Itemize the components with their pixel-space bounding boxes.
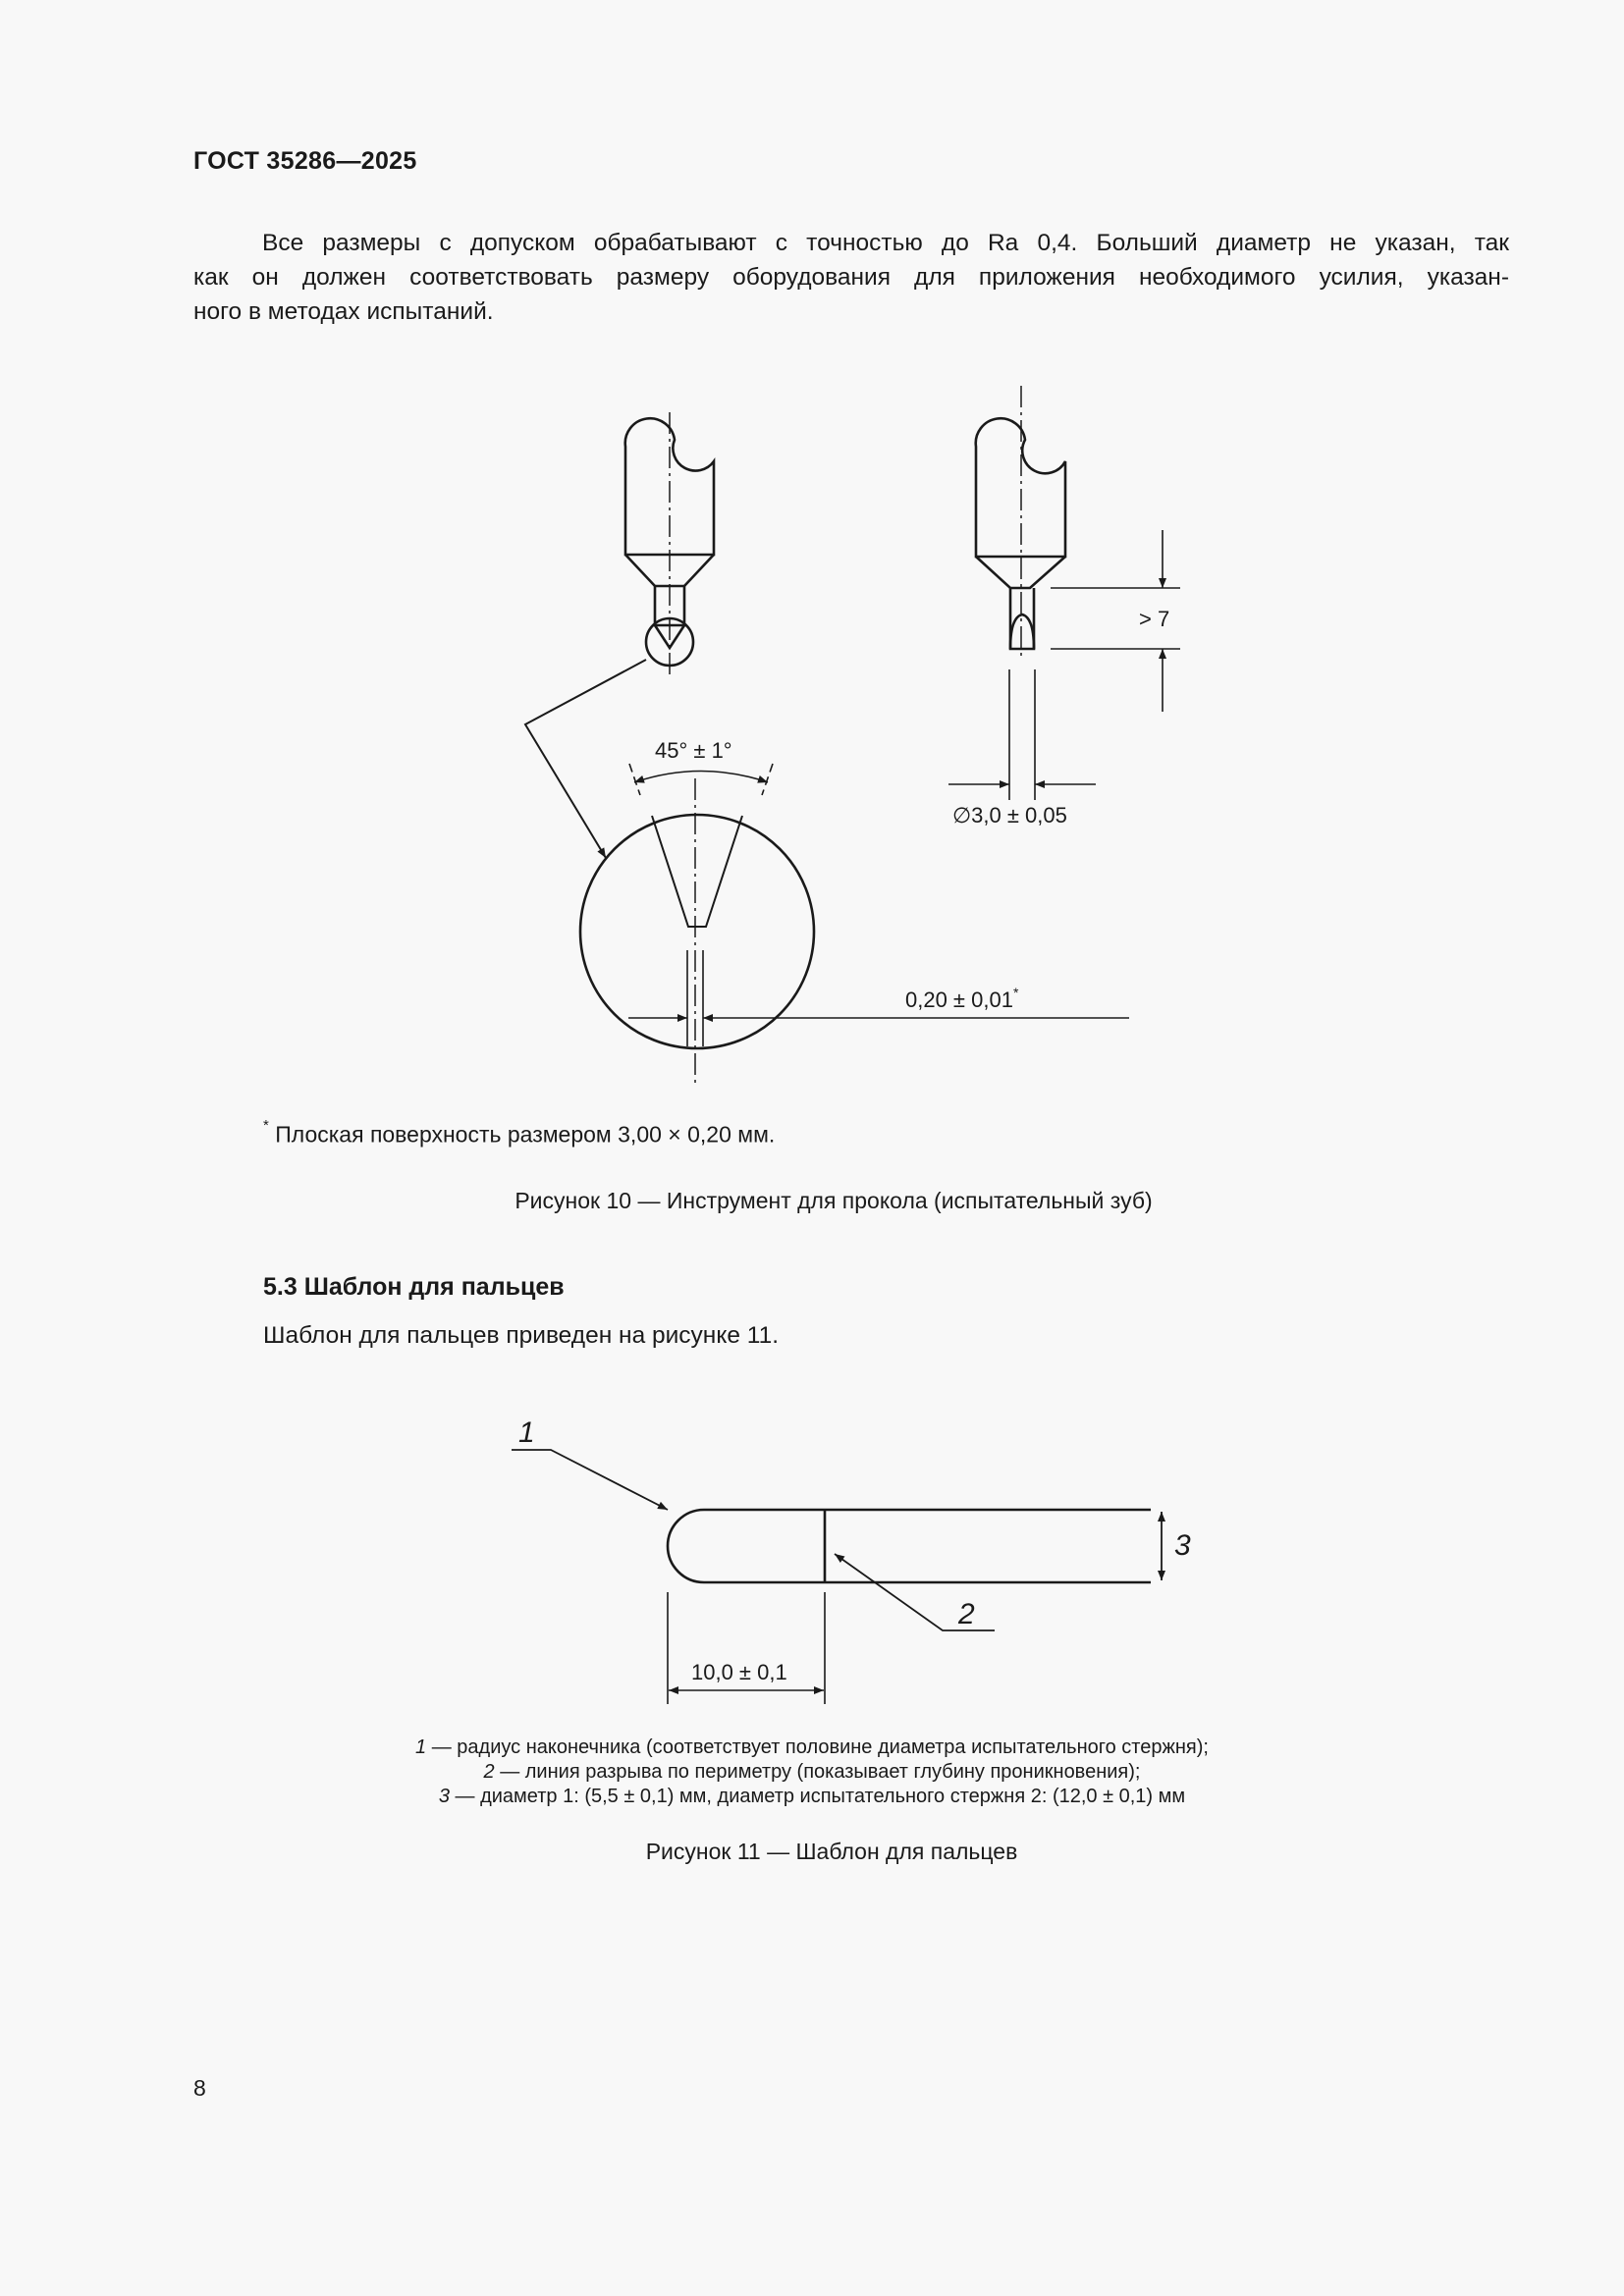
length-dimension-label: 10,0 ± 0,1 — [691, 1660, 787, 1684]
figure-10-caption: Рисунок 10 — Инструмент для прокола (испытательный зуб) — [514, 1188, 1153, 1213]
figure-11-caption: Рисунок 11 — Шаблон для пальцев — [645, 1839, 1018, 1864]
document-header-title: ГОСТ 35286—2025 — [193, 147, 417, 175]
flat-width-value: 0,20 ± 0,01 — [905, 988, 1013, 1012]
puncture-tool-left — [625, 412, 714, 675]
flat-width-footnote-mark: * — [1012, 985, 1019, 1000]
intro-line-1: Все размеры с допуском обрабатывают с точностью до Ra 0,4. Больший диаметр не указан, так — [262, 230, 1509, 256]
legend-item-number: 3 — [438, 1786, 450, 1807]
figure-10-drawing — [525, 386, 1180, 1088]
callout-1: 1 — [518, 1416, 535, 1449]
intro-line-2: как он должен соответствовать размеру оборудования для приложения необходимого усилия, указан- — [193, 264, 1509, 291]
legend-item-number: 2 — [483, 1761, 495, 1783]
angle-label: 45° ± 1° — [655, 738, 732, 763]
footnote-mark: * — [263, 1117, 269, 1134]
flat-width-label — [905, 985, 1019, 1012]
angle-dimension-arc — [634, 772, 768, 783]
legend-item-text: — радиус наконечника (соответствует половине диаметра испытательного стержня); — [426, 1736, 1209, 1758]
page-number: 8 — [193, 2075, 206, 2101]
figure-10-footnote — [263, 1117, 776, 1148]
diameter-label: ∅3,0 ± 0,05 — [952, 803, 1067, 828]
legend-item-text: — диаметр 1: (5,5 ± 0,1) мм, диаметр испытательного стержня 2: (12,0 ± 0,1) мм — [449, 1786, 1186, 1807]
callout-2: 2 — [958, 1598, 975, 1630]
depth-label: > 7 — [1139, 607, 1170, 631]
section-heading: 5.3 Шаблон для пальцев — [263, 1273, 565, 1301]
legend-item-number: 1 — [415, 1736, 427, 1758]
legend-item — [0, 1785, 1624, 1809]
intro-line-3: ного в методах испытаний. — [193, 298, 494, 325]
detail-leader-line — [525, 660, 646, 858]
footnote-text: Плоская поверхность размером 3,00 × 0,20 мм. — [275, 1121, 776, 1148]
figure-11-drawing — [512, 1450, 1162, 1704]
section-text: Шаблон для пальцев приведен на рисунке 11. — [263, 1322, 780, 1349]
legend-item — [0, 1760, 1624, 1785]
puncture-tool-right — [948, 386, 1180, 800]
figure-11-legend — [0, 1735, 1624, 1809]
finger-template-outline — [668, 1510, 1151, 1582]
legend-item — [0, 1735, 1624, 1760]
legend-item-text: — линия разрыва по периметру (показывает глубину проникновения); — [494, 1761, 1141, 1783]
callout-3: 3 — [1174, 1529, 1191, 1562]
